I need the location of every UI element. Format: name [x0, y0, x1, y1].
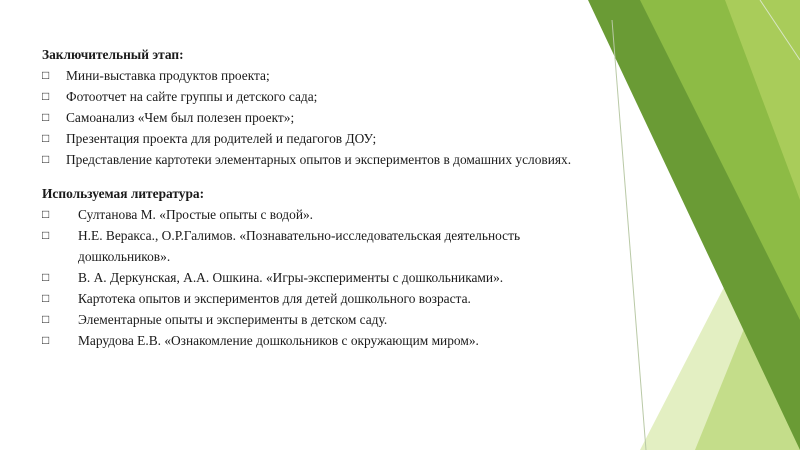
- list-item: □ Элементарные опыты и эксперименты в детском саду.: [42, 309, 590, 330]
- checkbox-icon: □: [42, 89, 50, 103]
- list-item: □ Марудова Е.В. «Ознакомление дошкольников с окружающим миром».: [42, 330, 590, 351]
- checkbox-icon: □: [42, 333, 50, 347]
- literature-heading: Используемая литература:: [42, 186, 205, 201]
- list-item: □ Фотоотчет на сайте группы и детского сада;: [42, 86, 590, 107]
- final-stage-list: [42, 65, 590, 170]
- checkbox-icon: □: [42, 68, 50, 82]
- list-item: □ Презентация проекта для родителей и педагогов ДОУ;: [42, 128, 590, 149]
- final-stage-section: [42, 44, 590, 170]
- list-item: □ Султанова М. «Простые опыты с водой».: [42, 204, 590, 225]
- list-item: □ Представление картотеки элементарных опытов и экспериментов в домашних условиях.: [42, 149, 590, 170]
- literature-list: [42, 204, 590, 351]
- checkbox-icon: □: [42, 270, 50, 284]
- final-stage-heading: Заключительный этап:: [42, 47, 184, 62]
- list-item: □ Н.Е. Веракса., О.Р.Галимов. «Познавательно-исследовательская деятельность дошкольников».: [42, 225, 590, 267]
- checkbox-icon: □: [42, 110, 50, 124]
- checkbox-icon: □: [42, 131, 50, 145]
- checkbox-icon: □: [42, 152, 50, 166]
- literature-section: [42, 183, 590, 351]
- checkbox-icon: □: [42, 312, 50, 326]
- list-item: □ В. А. Деркунская, А.А. Ошкина. «Игры-эксперименты с дошкольниками».: [42, 267, 590, 288]
- list-item: □ Мини-выставка продуктов проекта;: [42, 65, 590, 86]
- list-item: □ Самоанализ «Чем был полезен проект»;: [42, 107, 590, 128]
- checkbox-icon: □: [42, 291, 50, 305]
- checkbox-icon: □: [42, 228, 50, 242]
- slide-content: [42, 44, 590, 351]
- list-item: □ Картотека опытов и экспериментов для детей дошкольного возраста.: [42, 288, 590, 309]
- checkbox-icon: □: [42, 207, 50, 221]
